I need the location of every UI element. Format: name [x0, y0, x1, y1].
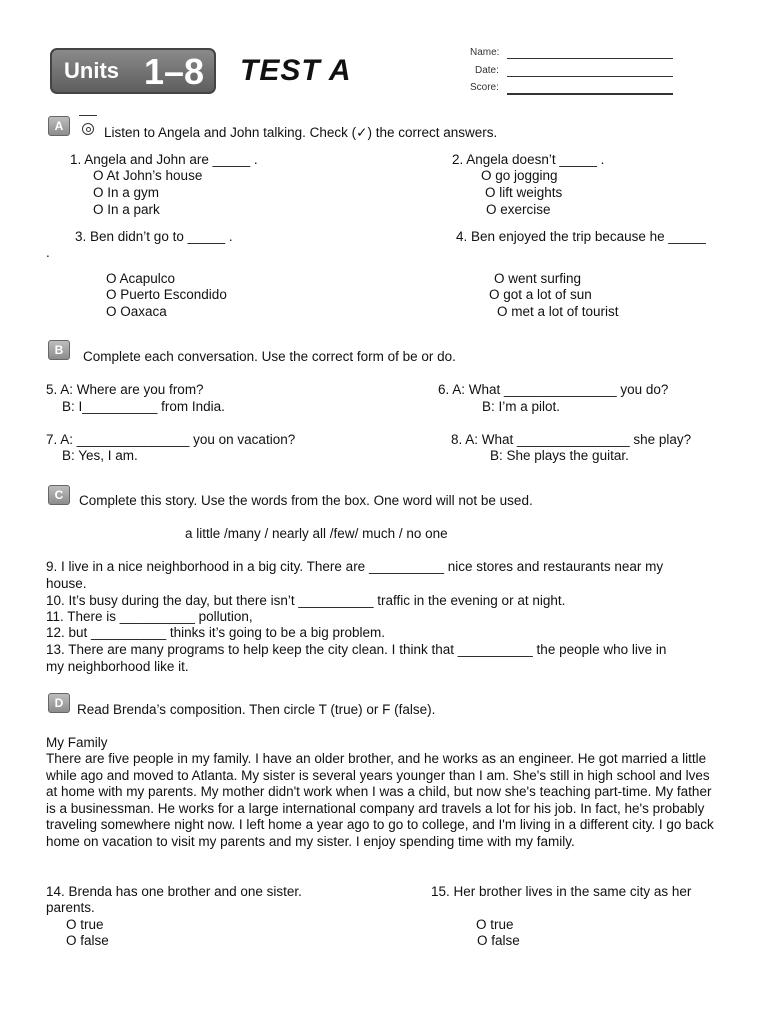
name-label: Name: [470, 47, 500, 58]
q11[interactable]: 11. There is __________ pollution, [46, 609, 253, 624]
q2-option-1[interactable]: O go jogging [481, 168, 558, 183]
section-c-instruction: Complete this story. Use the words from the box. One word will not be used. [79, 493, 533, 508]
q15-option-false[interactable]: O false [477, 933, 520, 948]
test-title: TEST A [240, 54, 352, 87]
q1-option-2[interactable]: O In a gym [93, 185, 160, 200]
date-label: Date: [475, 65, 499, 76]
section-c-badge: C [48, 485, 70, 505]
section-b-instruction: Complete each conversation. Use the correct form of be or do. [83, 349, 456, 364]
q13-line-1[interactable]: 13. There are many programs to help keep the city clean. I think that __________ the people who live in [46, 642, 667, 657]
q4-option-3[interactable]: O met a lot of tourist [497, 304, 619, 319]
q14-option-false[interactable]: O false [66, 933, 109, 948]
q12[interactable]: 12. but __________ thinks it’s going to be a big problem. [46, 625, 385, 640]
q1-option-3[interactable]: O In a park [93, 202, 160, 217]
story-title: My Family [46, 735, 108, 750]
units-badge [50, 48, 216, 94]
word-box: a little /many / nearly all /few/ much / no one [185, 526, 448, 541]
section-a-instruction: Listen to Angela and John talking. Check (✓) the correct answers. [104, 125, 498, 140]
units-number: 1–8 [144, 51, 205, 92]
q4-stem-cont: . [46, 245, 50, 260]
q3-stem: 3. Ben didn’t go to _____ . [75, 229, 233, 244]
q1-option-1[interactable]: O At John’s house [93, 168, 203, 183]
q3-option-3[interactable]: O Oaxaca [106, 304, 167, 319]
section-b-badge: B [48, 340, 70, 360]
section-a-badge: A [48, 116, 70, 136]
name-field[interactable] [507, 58, 673, 59]
section-d-badge: D [48, 693, 70, 713]
score-label: Score: [470, 82, 499, 93]
q6-line-a[interactable]: 6. A: What _______________ you do? [438, 382, 669, 397]
q2-option-2[interactable]: O lift weights [485, 185, 563, 200]
units-word: Units [64, 58, 119, 83]
q13-line-2: my neighborhood like it. [46, 659, 189, 674]
q8-line-a[interactable]: 8. A: What _______________ she play? [451, 432, 692, 447]
q4-option-2[interactable]: O got a lot of sun [489, 287, 592, 302]
q10[interactable]: 10. It’s busy during the day, but there isn’t __________ traffic in the evening or at night. [46, 593, 566, 608]
q8-line-b: B: She plays the guitar. [490, 448, 629, 463]
q5-line-b[interactable]: B: I__________ from India. [62, 399, 225, 414]
q6-line-b: B: I’m a pilot. [482, 399, 561, 414]
q9-line-1[interactable]: 9. I live in a nice neighborhood in a big city. There are __________ nice stores and restaurants near my [46, 559, 664, 574]
audio-track-bar [79, 115, 97, 116]
q2-stem: 2. Angela doesn’t _____ . [452, 152, 605, 167]
q15-option-true[interactable]: O true [476, 917, 514, 932]
q3-option-1[interactable]: O Acapulco [106, 271, 176, 286]
q15: 15. Her brother lives in the same city as her [431, 884, 692, 899]
q4-option-1[interactable]: O went surfing [494, 271, 582, 286]
score-field[interactable] [507, 93, 673, 95]
q3-option-2[interactable]: O Puerto Escondido [106, 287, 227, 302]
q7-line-b: B: Yes, I am. [62, 448, 138, 463]
story-body: There are five people in my family. I have an older brother, and he works as an engineer. He got married a little while ago and moved to Atlanta. My sister is several years younger than I am. She's still in high school and lves at home with my parents. My mother didn't work when I was a child, but now she's teaching part-time. My father is a businessman. He works for a large international company ard travels a lot for his job. In fact, he's probably traveling somewhere night now. I left home a year ago to go to college, and I'm living in a different city. I go back home on vacation to visit my parents and my sister. I enjoy spending time with my family. [46, 751, 714, 849]
q4-stem: 4. Ben enjoyed the trip because he _____ [456, 229, 706, 244]
q14-line-2: parents. [46, 900, 95, 915]
date-field[interactable] [507, 76, 673, 77]
q14-option-true[interactable]: O true [66, 917, 104, 932]
q2-option-3[interactable]: O exercise [486, 202, 551, 217]
section-d-instruction: Read Brenda’s composition. Then circle T (true) or F (false). [77, 702, 436, 717]
audio-cd-icon [82, 123, 94, 135]
q5-line-a: 5. A: Where are you from? [46, 382, 204, 397]
q1-stem: 1. Angela and John are _____ . [70, 152, 258, 167]
q7-line-a[interactable]: 7. A: _______________ you on vacation? [46, 432, 296, 447]
q9-line-2: house. [46, 576, 87, 591]
q14-line-1: 14. Brenda has one brother and one sister. [46, 884, 302, 899]
